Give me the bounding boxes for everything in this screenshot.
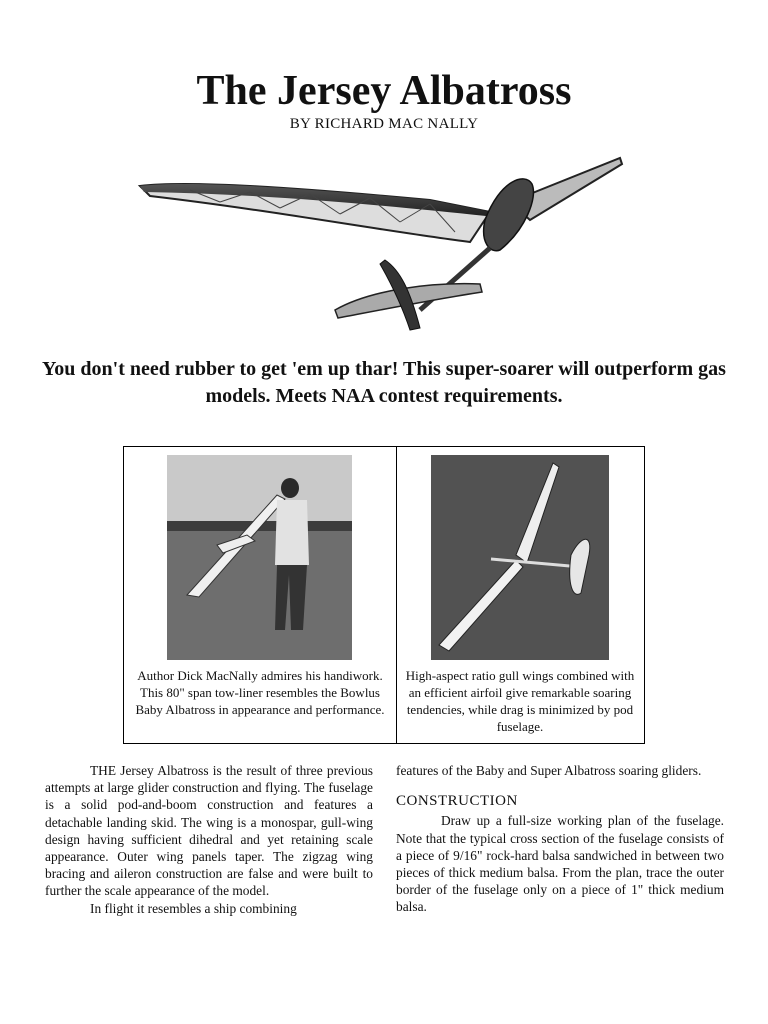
photo-author-with-glider [167,455,352,660]
glider-model-illustration [130,150,635,340]
article-column-right [396,762,724,916]
photo-caption-left: Author Dick MacNally admires his handiwork. This 80" span tow-liner resembles the Bowlus Baby Albatross in appearance and performance. [135,668,385,717]
paragraph: features of the Baby and Super Albatross soaring gliders. [396,763,702,778]
photo-glider-on-grass [431,455,609,660]
paragraph: In flight it resembles a ship combining [90,900,297,916]
article-title: The Jersey Albatross [196,68,572,114]
article-column-left [45,762,373,917]
panel-divider [396,447,397,743]
author-byline: BY RICHARD MAC NALLY [289,116,479,132]
paragraph: Draw up a full-size working plan of the fuselage. Note that the typical cross section of the fuselage consists of a piece of 9/16" rock-hard balsa sandwiched in between two pieces of thick medium balsa. From the plan, trace the outer border of the fuselage only on a piece of 1" thick medium balsa. [396,813,724,915]
photo-panel [123,446,645,744]
section-heading: CONSTRUCTION [396,793,518,810]
article-tagline: You don't need rubber to get 'em up thar! This super-soarer will outperform gas models. Meets NAA contest requirements. [42,358,726,407]
paragraph: THE Jersey Albatross is the result of three previous attempts at large glider construction and flying. The fuselage is a solid pod-and-boom construction and features a detachable landing skid. The wing is a monospar, gull-wing design having sufficient dihedral and yet retaining scale appearance. Outer wing panels taper. The zigzag wing bracing and aileron construction are false and were built to further the scale appearance of the model. [45,763,373,899]
photo-caption-right: High-aspect ratio gull wings combined with an efficient airfoil give remarkable soaring tendencies, while drag is minimized by pod fuselage. [405,668,635,734]
